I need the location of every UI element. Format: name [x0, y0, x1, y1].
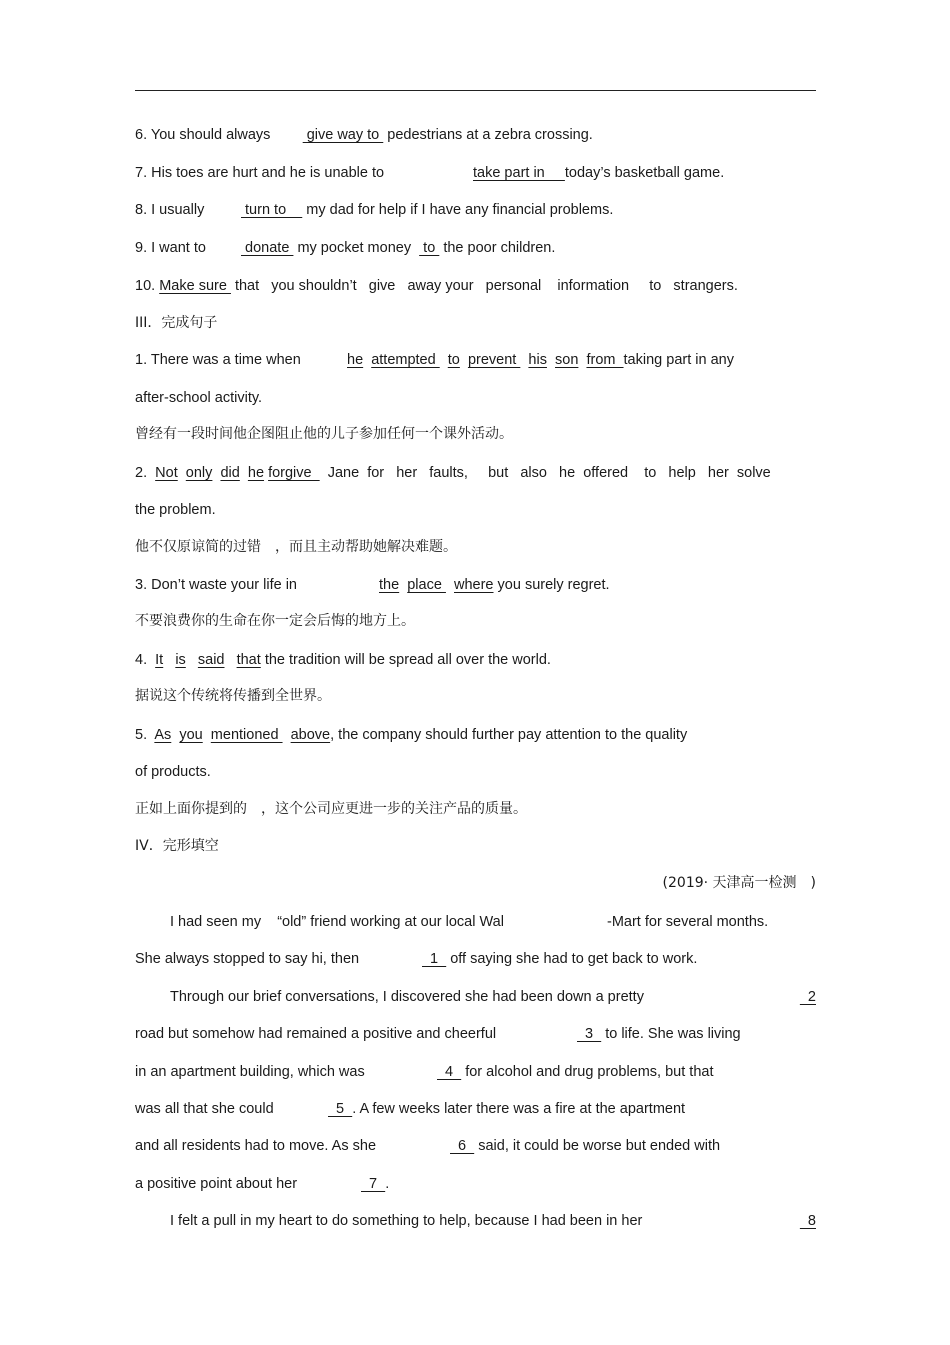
- passage-line-8: a positive point about her: [135, 1176, 298, 1192]
- sentence-1-line-2: after-school activity.: [135, 390, 263, 406]
- question-8: [135, 200, 204, 220]
- question-7-stem: 7. His toes are hurt and he is unable to: [135, 165, 385, 181]
- passage-line-3: Through our brief conversations, I discovered she had been down a pretty: [170, 989, 644, 1005]
- sentence-1-word-5: his: [528, 352, 547, 368]
- passage-line-9: I felt a pull in my heart to do something to help, because I had been in her: [170, 1213, 643, 1229]
- sentence-3-word-2: place: [407, 577, 446, 593]
- passage-line-6-end: [328, 1099, 685, 1119]
- blank-1: 1: [422, 951, 447, 967]
- passage-line-5-tail: for alcohol and drug problems, but that: [465, 1064, 714, 1080]
- sentence-3-word-3: where: [454, 577, 494, 593]
- sentence-1-word-6: son: [555, 352, 579, 368]
- sentence-5-word-4: above: [290, 727, 331, 743]
- passage-line-4-tail: to life. She was living: [605, 1026, 741, 1042]
- question-6: [135, 125, 593, 145]
- passage-line-2-tail: off saying she had to get back to work.: [450, 951, 698, 967]
- question-8-answer-row: [241, 200, 613, 220]
- sentence-1-word-1: he: [347, 352, 364, 368]
- question-8-stem: 8. I usually: [135, 202, 205, 218]
- question-9-tail: the poor children.: [443, 240, 556, 256]
- sentence-4: [135, 650, 551, 670]
- sentence-2-word-1: Not: [155, 465, 178, 481]
- sentence-2: [135, 463, 771, 483]
- sentence-5-tail: , the company should further pay attention to the quality: [330, 727, 688, 743]
- sentence-2-chinese: 他不仅原谅简的过错 ，而且主动帮助她解决难题。: [135, 539, 457, 555]
- blank-3: 3: [577, 1026, 602, 1042]
- sentence-2-num: 2.: [135, 465, 148, 481]
- passage-line-1-text: I had seen my “old” friend working at our local Wal: [170, 914, 504, 930]
- passage-line-5-end: [437, 1062, 713, 1082]
- passage-line-7-tail: said, it could be worse but ended with: [478, 1138, 721, 1154]
- passage-line-6-tail: . A few weeks later there was a fire at the apartment: [352, 1101, 686, 1117]
- question-9-answer-2: to: [419, 240, 440, 256]
- passage-line-7: and all residents had to move. As she: [135, 1138, 377, 1154]
- sentence-4-num: 4.: [135, 652, 148, 668]
- source-note: (2019· 天津高一检测 ): [662, 875, 816, 891]
- sentence-3-answer-row: [379, 575, 610, 595]
- sentence-5: [135, 725, 687, 745]
- sentence-2-word-2: only: [185, 465, 213, 481]
- sentence-5-word-3: mentioned: [210, 727, 283, 743]
- sentence-1-chinese: 曾经有一段时间他企图阻止他的儿子参加任何一个课外活动。: [135, 426, 513, 442]
- question-9-answer-row: [241, 238, 555, 258]
- sentence-2-line-2: the problem.: [135, 502, 216, 518]
- blank-2: 2: [799, 989, 816, 1005]
- sentence-1-word-4: prevent: [467, 352, 521, 368]
- blank-8-wrap: [800, 1211, 816, 1231]
- blank-6: 6: [450, 1138, 475, 1154]
- passage-line-7-end: [450, 1136, 720, 1156]
- sentence-2-word-4: he: [247, 465, 265, 481]
- sentence-3-start: 3. Don’t waste your life in: [135, 577, 297, 593]
- sentence-1-word-2: attempted: [371, 352, 440, 368]
- sentence-4-word-1: It: [155, 652, 164, 668]
- blank-7: 7: [361, 1176, 386, 1192]
- sentence-1-start: 1. There was a time when: [135, 352, 301, 368]
- question-6-stem: 6. You should always: [135, 127, 271, 143]
- sentence-4-tail: the tradition will be spread all over the world.: [264, 652, 551, 668]
- sentence-5-word-1: As: [154, 727, 172, 743]
- question-7-answer: take part in: [473, 165, 565, 181]
- sentence-4-word-2: is: [175, 652, 186, 668]
- question-7: [135, 163, 384, 183]
- blank-8: 8: [799, 1213, 816, 1229]
- passage-line-8-tail: .: [385, 1176, 390, 1192]
- passage-line-1-end: -Mart for several months.: [607, 914, 769, 930]
- sentence-1-tail: taking part in any: [623, 352, 734, 368]
- question-6-tail: pedestrians at a zebra crossing.: [387, 127, 593, 143]
- sentence-3-tail: you surely regret.: [497, 577, 610, 593]
- question-7-tail: today’s basketball game.: [564, 165, 725, 181]
- passage-line-2: She always stopped to say hi, then: [135, 951, 360, 967]
- sentence-4-word-3: said: [197, 652, 225, 668]
- question-8-answer: turn to: [241, 202, 303, 218]
- question-10-num: 10.: [135, 278, 156, 294]
- sentence-4-chinese: 据说这个传统将传播到全世界。: [135, 688, 331, 704]
- question-10-tail: that you shouldn’t give away your personal information to strangers.: [234, 278, 738, 294]
- passage-line-5: in an apartment building, which was: [135, 1064, 365, 1080]
- sentence-4-word-4: that: [236, 652, 261, 668]
- passage-line-6: was all that she could: [135, 1101, 274, 1117]
- blank-5: 5: [328, 1101, 353, 1117]
- sentence-5-line-2: of products.: [135, 764, 211, 780]
- sentence-1-answer-row: [347, 350, 734, 370]
- passage-line-4: road but somehow had remained a positive and cheerful: [135, 1026, 497, 1042]
- sentence-1: [135, 350, 301, 370]
- question-8-tail: my dad for help if I have any financial problems.: [306, 202, 614, 218]
- sentence-2-word-3: did: [220, 465, 240, 481]
- section-3-heading: III．完成句子: [135, 315, 218, 331]
- question-9-stem: 9. I want to: [135, 240, 206, 256]
- sentence-1-word-7: from: [586, 352, 624, 368]
- sentence-5-num: 5.: [135, 727, 148, 743]
- question-10: [135, 276, 738, 296]
- question-10-answer: Make sure: [159, 278, 231, 294]
- section-4-heading: IV．完形填空: [135, 838, 219, 854]
- blank-4: 4: [437, 1064, 462, 1080]
- question-9-answer-1: donate: [241, 240, 294, 256]
- sentence-3: [135, 575, 297, 595]
- passage-line-4-end: [577, 1024, 741, 1044]
- passage-line-1: [170, 912, 504, 932]
- question-9: [135, 238, 206, 258]
- sentence-2-word-5: forgive: [268, 465, 320, 481]
- question-7-answer-row: [473, 163, 724, 183]
- sentence-5-word-2: you: [179, 727, 203, 743]
- sentence-3-chinese: 不要浪费你的生命在你一定会后悔的地方上。: [135, 613, 415, 629]
- sentence-5-chinese: 正如上面你提到的 ，这个公司应更进一步的关注产品的质量。: [135, 801, 527, 817]
- sentence-3-word-1: the: [379, 577, 400, 593]
- sentence-2-tail: Jane for her faults, but also he offered to help her solve: [327, 465, 771, 481]
- header-rule: [135, 90, 816, 91]
- passage-line-8-end: [361, 1174, 389, 1194]
- passage-line-2-end: [422, 949, 697, 969]
- question-9-mid: my pocket money: [297, 240, 412, 256]
- sentence-1-word-3: to: [447, 352, 460, 368]
- blank-2-wrap: [800, 987, 816, 1007]
- question-6-answer: give way to: [302, 127, 384, 143]
